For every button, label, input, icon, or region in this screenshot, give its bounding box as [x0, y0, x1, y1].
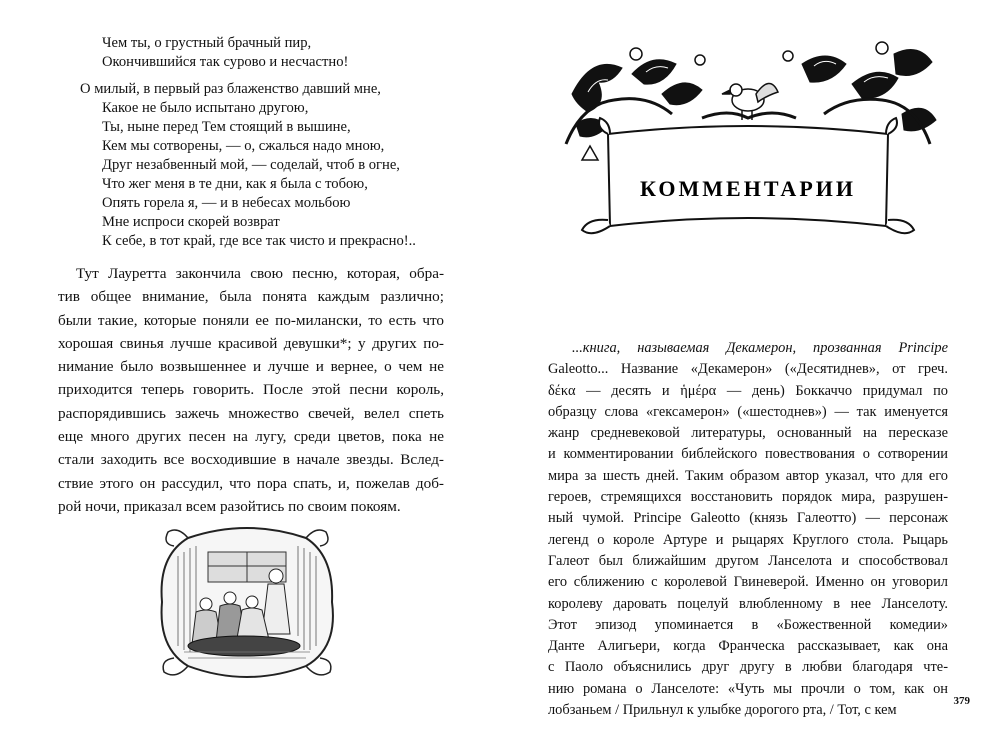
prose-line: рой ночи, приказал всем разойтись по своим покоям. — [58, 497, 401, 515]
prose-paragraph — [58, 262, 444, 518]
commentary-line: и комментировании библейского повествования о сотворении — [548, 446, 948, 463]
commentary-line: лобзаньем / Прильнул к улыбке дорогого рта, / Тот, с кем — [548, 702, 897, 719]
commentary-line: с Паоло объяснились друг другу в любви благодаря чте- — [548, 659, 948, 676]
commentary-line: жанр средневековой литературы, основанный на пересказе — [548, 425, 948, 442]
poem-line: К себе, в тот край, где все так чисто и прекрасно!.. — [102, 233, 416, 249]
commentary-line: героев, стремящихся восстановить порядок мира, разрушен- — [548, 489, 948, 506]
commentary-line: королеву даровать поцелуй влюбленному в нее Ланселоту. — [548, 595, 948, 612]
poem-line: Ты, ныне перед Тем стоящий в вышине, — [102, 119, 351, 135]
poem-line: Кем мы сотворены, — о, сжалься надо мною, — [102, 138, 385, 154]
page-number: 379 — [953, 695, 970, 707]
prose-line: стали заходить все восходившие в начале звезды. Вслед- — [58, 451, 444, 469]
poem-line: О милый, в первый раз блаженство давший мне, — [80, 81, 381, 97]
prose-line: хорошая свинья лучше красивой девушки*; у других по- — [58, 334, 444, 352]
commentary-line: Галеот был ближайшим другом Ланселота и способствовал — [548, 552, 948, 569]
prose-line: еще много других песен на лугу, среди цветов, пока не — [58, 428, 444, 446]
poem-stanza-1 — [80, 34, 480, 72]
poem-line: Опять горела я, — и в небесах мольбою — [102, 195, 351, 211]
commentary-line: мира за шесть дней. Таким образом автор указал, что для его — [548, 467, 948, 484]
commentary-line: Этот эпизод упоминается в «Божественной комедии» — [548, 616, 948, 633]
commentary-line: легенд о короле Артуре и рыцарях Круглого стола. Рыцарь — [548, 531, 948, 548]
commentary-line: δέκα — десять и ἡμέρα — день) Боккаччо придумал по — [548, 382, 948, 399]
prose-line: ствие этого он рассудил, что пора спать, и, пожелав доб- — [58, 474, 444, 492]
poem-line: Чем ты, о грустный брачный пир, — [102, 35, 312, 51]
prose-line: тив общее внимание, была понята каждым различно; — [58, 288, 444, 306]
prose-line: Тут Лауретта закончила свою песню, которая, обра- — [76, 265, 444, 282]
commentary-line: Galeotto... Название «Декамерон» («Десятиднев», от греч. — [548, 361, 948, 378]
commentary-line: ный чумой. Principe Galeotto (князь Галеотто) — персонаж — [548, 510, 948, 527]
prose-line: распорядившись зажечь множество свечей, велел спеть — [58, 404, 444, 422]
commentary-line: ...книга, называемая Декамерон, прозванная Principe — [572, 340, 948, 356]
poem-stanza-2 — [80, 80, 480, 251]
engraving-illustration — [148, 516, 346, 688]
prose-line: нимание было возвышеннее и лучше и вернее, о чем не — [58, 358, 444, 376]
commentary-text — [548, 338, 948, 721]
poem — [80, 34, 480, 259]
poem-line: Окончившийся так сурово и несчастно! — [102, 54, 349, 70]
right-page — [500, 0, 1000, 731]
commentary-line: образцу слова «гексамерон» («шестоднев») — так именуется — [548, 403, 948, 420]
ornamental-banner — [552, 34, 944, 260]
poem-line: Что жег меня в те дни, как я была с тобою, — [102, 176, 368, 192]
poem-line: Мне испроси скорей возврат — [102, 214, 280, 230]
poem-line: Какое не было испытано другою, — [102, 100, 309, 116]
poem-line: Друг незабвенный мой, — соделай, чтоб в огне, — [102, 157, 400, 173]
commentary-line: нию романа о Ланселоте: «Чуть мы прочли о том, как он — [548, 680, 948, 697]
commentary-line: его сближению с королевой Гвиневерой. Именно он уговорил — [548, 574, 948, 591]
prose-line: были такие, которые поняли ее по-милански, то есть что — [58, 311, 444, 329]
section-heading: КОММЕНТАРИИ — [640, 176, 856, 201]
prose-line: приходится теперь говорить. После этой песни король, — [58, 381, 444, 399]
commentary-line: Данте Алигьери, когда Франческа рассказывает, как она — [548, 638, 948, 655]
